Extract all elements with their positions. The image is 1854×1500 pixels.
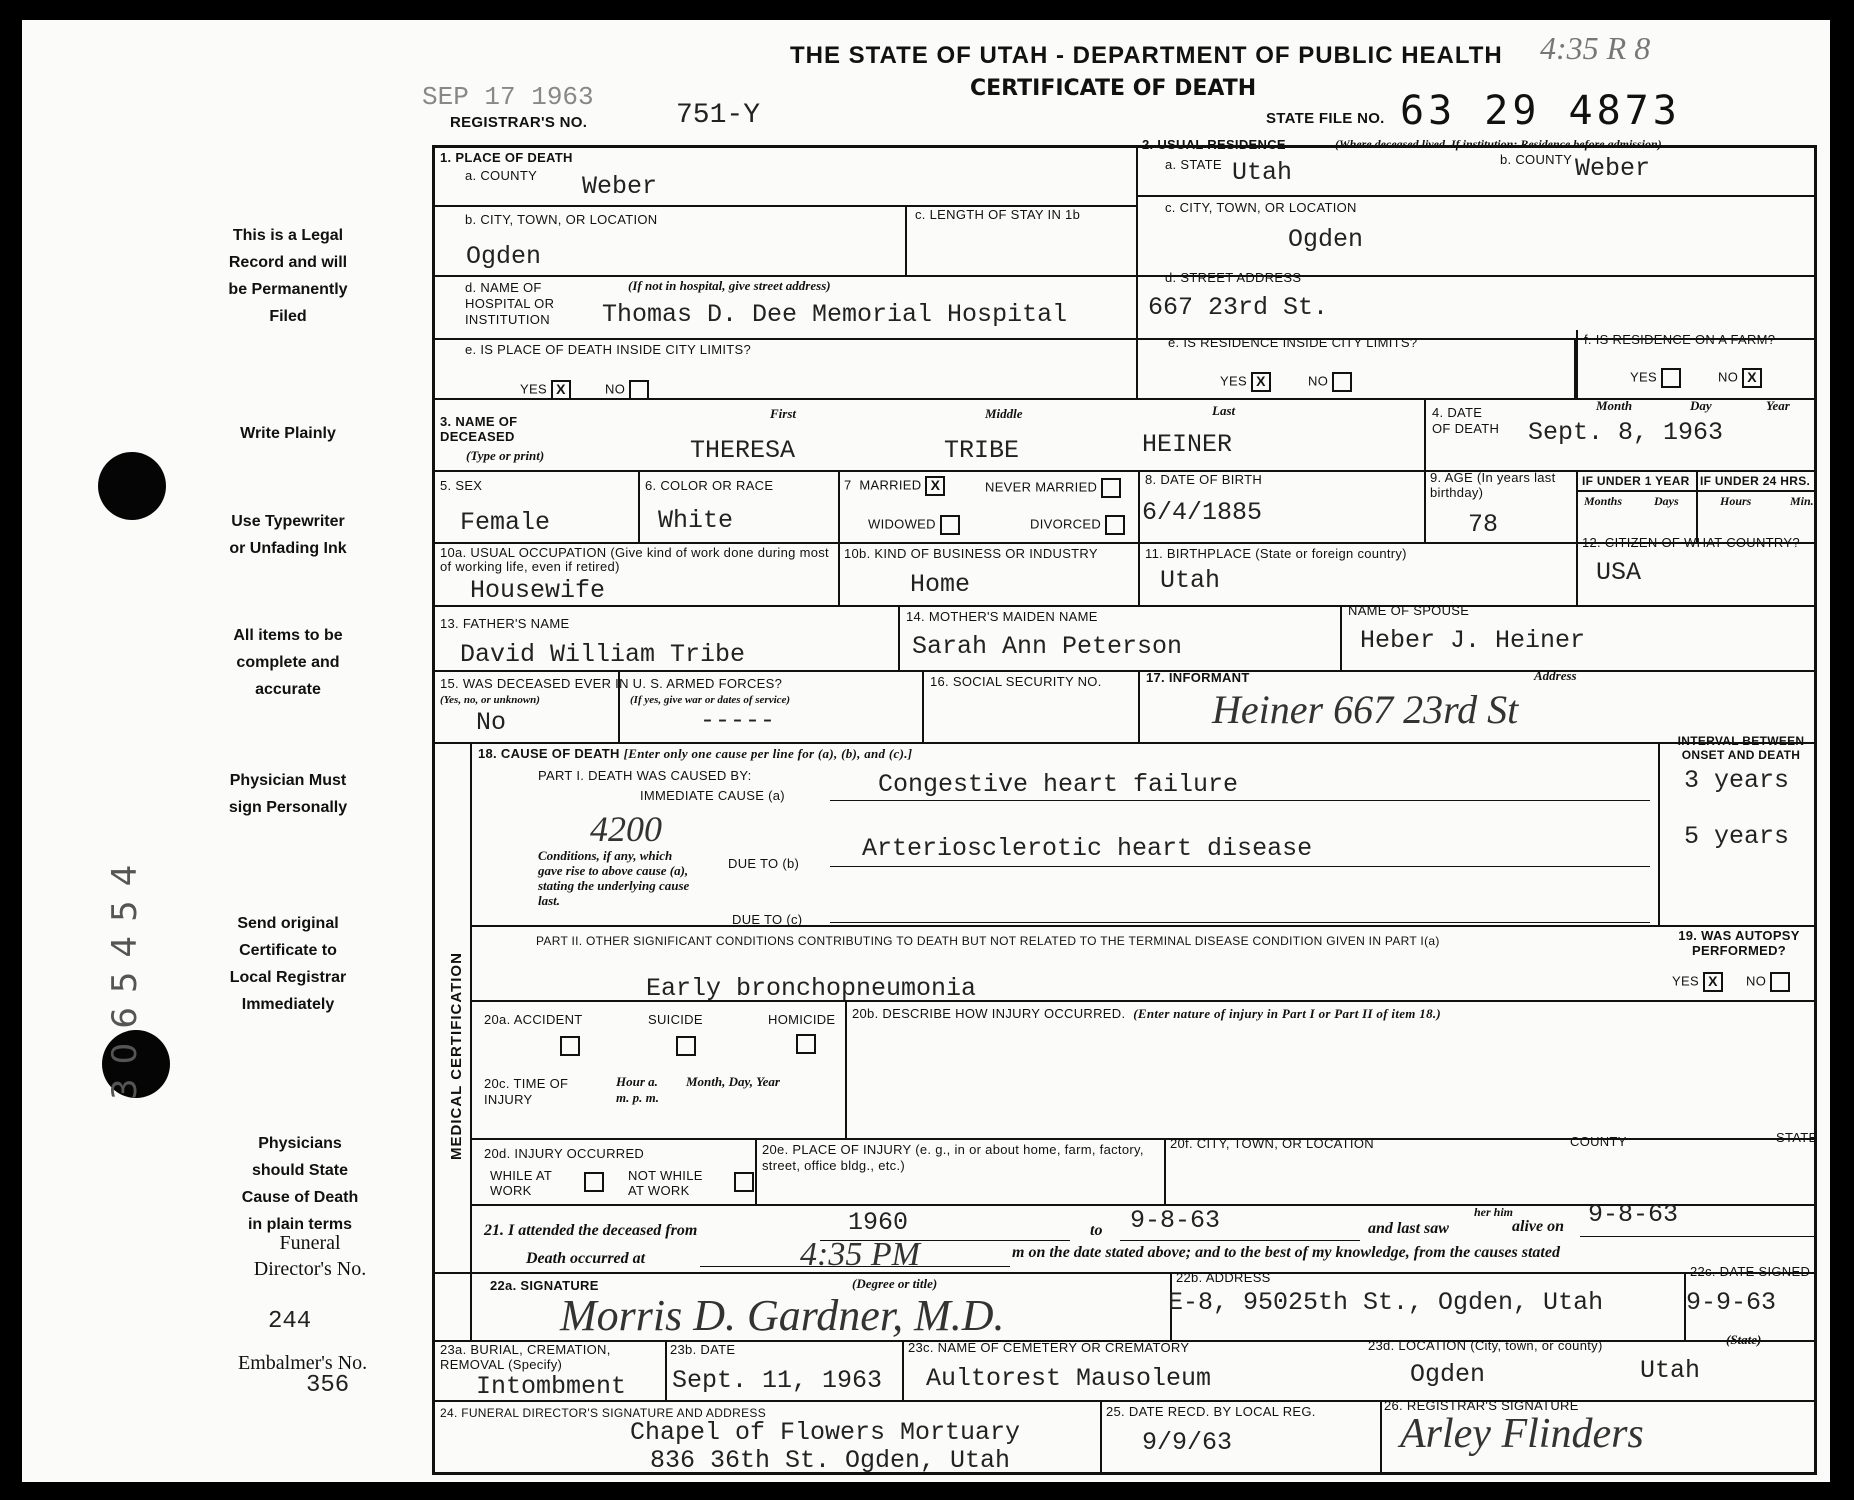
funeral-home-value: Chapel of Flowers Mortuary	[630, 1418, 1021, 1447]
medical-certification-label: MEDICAL CERTIFICATION	[448, 952, 465, 1160]
burial-date-value: Sept. 11, 1963	[672, 1366, 883, 1395]
married-checkbox[interactable]: X	[925, 476, 945, 496]
burial-state-value: Utah	[1640, 1356, 1701, 1385]
death-time-value: 4:35 PM	[800, 1236, 920, 1273]
part-1-label: PART I. DEATH WAS CAUSED BY:	[538, 768, 752, 783]
injury-description-label: 20b. DESCRIBE HOW INJURY OCCURRED.	[852, 1006, 1126, 1021]
sex-label: 5. SEX	[440, 478, 483, 493]
funeral-director-number: 244	[268, 1308, 312, 1335]
not-at-work-checkbox[interactable]	[734, 1172, 754, 1192]
homicide-checkbox[interactable]	[796, 1034, 816, 1054]
mother-label: 14. MOTHER'S MAIDEN NAME	[906, 609, 1098, 624]
widowed-label: WIDOWED	[868, 516, 936, 532]
res-county-label: b. COUNTY	[1500, 152, 1573, 167]
embalmer-number: 356	[306, 1372, 350, 1399]
informant-label: 17. INFORMANT	[1146, 670, 1250, 685]
alive-on-label: alive on	[1512, 1218, 1564, 1235]
res-city-limits-label: e. IS RESIDENCE INSIDE CITY LIMITS?	[1168, 335, 1418, 350]
day-label: Day	[1690, 398, 1712, 413]
not-while-at-work-label: NOT WHILE AT WORK	[628, 1168, 703, 1198]
sex-value: Female	[460, 508, 551, 537]
length-of-stay-label: c. LENGTH OF STAY IN 1b	[915, 207, 1081, 222]
degree-label: (Degree or title)	[852, 1276, 938, 1291]
mother-value: Sarah Ann Peterson	[912, 632, 1183, 661]
name-label: 3. NAME OF DECEASED	[440, 414, 518, 444]
last-seen-value: 9-8-63	[1588, 1200, 1679, 1229]
spouse-label: NAME OF SPOUSE	[1348, 603, 1470, 618]
part-2-label: PART II. OTHER SIGNIFICANT CONDITIONS CONTRIBUTING TO DEATH BUT NOT RELATED TO THE TERMINAL DISEASE CONDITION GIVEN IN PART I(a)	[536, 934, 1440, 948]
complete-note: All items to be complete and accurate	[233, 627, 343, 698]
res-city-label: c. CITY, TOWN, OR LOCATION	[1165, 200, 1357, 215]
widowed-checkbox[interactable]	[940, 515, 960, 535]
industry-value: Home	[910, 570, 971, 599]
embalmer-label: Embalmer's No.	[238, 1352, 368, 1374]
page-title: THE STATE OF UTAH - DEPARTMENT OF PUBLIC HEALTH	[790, 42, 1503, 69]
physician-address-value: E-8, 95025th St., Ogden, Utah	[1168, 1288, 1604, 1317]
due-to-c-label: DUE TO (c)	[732, 912, 803, 927]
place-of-death-label: 1. PLACE OF DEATH	[440, 150, 573, 165]
funeral-director-label: Funeral Director's No.	[253, 1232, 367, 1280]
hours-label: Hours	[1720, 494, 1752, 508]
res-limits-no[interactable]: NO	[1308, 372, 1352, 392]
res-limits-yes[interactable]: YES X	[1220, 372, 1271, 392]
date-signed-label: 22c. DATE SIGNED	[1690, 1264, 1811, 1279]
cemetery-label: 23c. NAME OF CEMETERY OR CREMATORY	[908, 1340, 1190, 1355]
street-address-value: 667 23rd St.	[1148, 293, 1329, 322]
death-city-limits-label: e. IS PLACE OF DEATH INSIDE CITY LIMITS?	[465, 342, 752, 357]
disposition-label: 23a. BURIAL, CREMATION, REMOVAL (Specify)	[440, 1342, 611, 1372]
cause-code: 4200	[590, 809, 662, 849]
father-value: David William Tribe	[460, 640, 746, 669]
birthplace-value: Utah	[1160, 566, 1221, 595]
attended-from-label: 21. I attended the deceased from	[484, 1222, 698, 1239]
suicide-label: SUICIDE	[648, 1012, 703, 1027]
married-label: MARRIED	[859, 477, 922, 493]
injury-city-label: 20f. CITY, TOWN, OR LOCATION	[1170, 1136, 1374, 1151]
injury-occurred-label: 20d. INJURY OCCURRED	[484, 1146, 645, 1161]
divorced-checkbox[interactable]	[1105, 515, 1125, 535]
death-limits-yes[interactable]: YES X	[520, 380, 571, 400]
item-7-label: 7	[844, 477, 852, 493]
last-name-value: HEINER	[1142, 430, 1233, 459]
date-stamp: SEP 17 1963	[422, 82, 594, 112]
middle-label: Middle	[985, 406, 1023, 421]
vertical-number: 3065454	[105, 850, 145, 1100]
age-value: 78	[1468, 510, 1499, 539]
hospital-value: Thomas D. Dee Memorial Hospital	[602, 300, 1068, 329]
date-signed-value: 9-9-63	[1686, 1288, 1777, 1317]
birth-date-value: 6/4/1885	[1142, 498, 1263, 527]
age-label: 9. AGE (In years last birthday)	[1430, 470, 1556, 500]
occupation-value: Housewife	[470, 576, 606, 605]
death-city-value: Ogden	[466, 242, 542, 271]
spouse-value: Heber J. Heiner	[1360, 626, 1586, 655]
burial-date-label: 23b. DATE	[670, 1342, 736, 1357]
on-date-stated-text: m on the date stated above; and to the best of my knowledge, from the causes stated	[1012, 1244, 1560, 1261]
her-him-label: her him	[1474, 1205, 1514, 1219]
state-file-label: STATE FILE NO.	[1266, 110, 1385, 127]
death-city-label: b. CITY, TOWN, OR LOCATION	[465, 212, 658, 227]
farm-label: f. IS RESIDENCE ON A FARM?	[1584, 332, 1776, 347]
accident-label: 20a. ACCIDENT	[484, 1012, 583, 1027]
autopsy-yes[interactable]: YES X	[1672, 972, 1723, 992]
attended-to-label: to	[1090, 1222, 1103, 1239]
frame-right	[1814, 145, 1817, 1475]
injury-state-label: STATE	[1776, 1130, 1818, 1145]
interval-b-value: 5 years	[1684, 822, 1790, 851]
minutes-label: Min.	[1790, 494, 1814, 508]
father-label: 13. FATHER'S NAME	[440, 616, 570, 631]
month-label: Month	[1596, 398, 1633, 413]
part-2-value: Early bronchopneumonia	[646, 974, 977, 1003]
disposition-value: Intombment	[476, 1372, 627, 1401]
funeral-address-value: 836 36th St. Ogden, Utah	[650, 1446, 1011, 1475]
last-saw-label: and last saw	[1368, 1220, 1449, 1237]
attended-from-value: 1960	[848, 1208, 909, 1237]
usual-residence-note: (Where deceased lived. If institution: Residence before admission)	[1335, 137, 1662, 151]
death-county-value: Weber	[582, 172, 658, 201]
punch-hole	[98, 452, 166, 520]
hospital-label: d. NAME OF HOSPITAL OR INSTITUTION	[465, 280, 555, 327]
citizen-label: 12. CITIZEN OF WHAT COUNTRY?	[1582, 535, 1800, 550]
month-day-year-label: Month, Day, Year	[686, 1074, 780, 1089]
interval-a-value: 3 years	[1684, 766, 1790, 795]
cause-b-value: Arteriosclerotic heart disease	[862, 834, 1313, 863]
write-plainly-note: Write Plainly	[240, 425, 336, 442]
state-file-number: 63 29 4873	[1400, 88, 1681, 134]
suicide-checkbox[interactable]	[676, 1036, 696, 1056]
autopsy-label: 19. WAS AUTOPSY PERFORMED?	[1678, 928, 1800, 958]
death-county-label: a. COUNTY	[465, 168, 538, 183]
informant-address-label: Address	[1534, 668, 1577, 683]
street-address-label: d. STREET ADDRESS	[1165, 270, 1302, 285]
while-at-work-label: WHILE AT WORK	[490, 1168, 552, 1198]
death-occurred-label: Death occurred at	[526, 1250, 646, 1267]
legal-record-note: This is a Legal Record and will be Permanently Filed	[228, 227, 348, 325]
year-label: Year	[1766, 398, 1790, 413]
cause-plain-note: Physicians should State Cause of Death in plain terms	[241, 1135, 359, 1233]
hospital-note: (If not in hospital, give street address)	[628, 278, 831, 293]
conditions-note: Conditions, if any, which gave rise to above cause (a), stating the underlying cause last.	[538, 848, 690, 908]
accident-checkbox[interactable]	[560, 1036, 580, 1056]
never-married-label: NEVER MARRIED	[985, 479, 1098, 495]
farm-no[interactable]: NO X	[1718, 368, 1762, 388]
burial-city-value: Ogden	[1410, 1360, 1486, 1389]
social-security-label: 16. SOCIAL SECURITY NO.	[930, 674, 1102, 689]
injury-description-note: (Enter nature of injury in Part I or Part II of item 18.)	[1133, 1006, 1442, 1021]
informant-signature: Heiner 667 23rd St	[1212, 687, 1519, 732]
time-of-injury-label: 20c. TIME OF INJURY	[484, 1076, 569, 1107]
birthplace-label: 11. BIRTHPLACE (State or foreign country)	[1145, 546, 1407, 561]
first-label: First	[770, 406, 797, 421]
frame-left	[432, 145, 435, 1475]
autopsy-no[interactable]: NO	[1746, 972, 1790, 992]
registrar-number: 751-Y	[676, 100, 761, 131]
race-label: 6. COLOR OR RACE	[645, 478, 774, 493]
physician-signature: Morris D. Gardner, M.D.	[560, 1291, 1005, 1340]
name-note: (Type or print)	[466, 448, 545, 463]
homicide-label: HOMICIDE	[768, 1012, 836, 1027]
res-county-value: Weber	[1575, 154, 1651, 183]
armed-forces-note: (Yes, no, or unknown)	[440, 694, 540, 706]
funeral-director-sig-label: 24. FUNERAL DIRECTOR'S SIGNATURE AND ADDRESS	[440, 1406, 767, 1420]
burial-state-label: (State)	[1726, 1332, 1762, 1347]
corner-note: 4:35 R 8	[1540, 30, 1651, 66]
never-married-checkbox[interactable]	[1101, 478, 1121, 498]
registrar-signature-label: 26. REGISTRAR'S SIGNATURE	[1384, 1398, 1579, 1413]
race-value: White	[658, 506, 734, 535]
date-of-death-label: 4. DATE OF DEATH	[1432, 405, 1500, 436]
registrar-label: REGISTRAR'S NO.	[450, 114, 588, 131]
cause-of-death-label: 18. CAUSE OF DEATH	[478, 746, 620, 761]
birth-date-label: 8. DATE OF BIRTH	[1145, 472, 1263, 487]
res-city-value: Ogden	[1288, 225, 1364, 254]
armed-forces-label: 15. WAS DECEASED EVER IN U. S. ARMED FORCES?	[440, 676, 783, 691]
res-state-label: a. STATE	[1165, 157, 1222, 172]
cause-note: [Enter only one cause per line for (a), (b), and (c).]	[623, 746, 913, 761]
typewriter-note: Use Typewriter or Unfading Ink	[229, 513, 347, 557]
signature-label: 22a. SIGNATURE	[490, 1278, 599, 1293]
first-name-value: THERESA	[690, 436, 796, 465]
cemetery-value: Aultorest Mausoleum	[926, 1364, 1212, 1393]
res-state-value: Utah	[1232, 158, 1293, 187]
frame-bottom	[432, 1472, 1817, 1475]
immediate-cause-label: IMMEDIATE CAUSE (a)	[640, 788, 785, 803]
address-label: 22b. ADDRESS	[1176, 1270, 1271, 1285]
armed-service-note: (If yes, give war or dates of service)	[630, 694, 791, 706]
physician-sign-note: Physician Must sign Personally	[228, 772, 348, 816]
registrar-signature: Arley Flinders	[1400, 1411, 1644, 1457]
interval-label: INTERVAL BETWEEN ONSET AND DEATH	[1677, 734, 1805, 762]
industry-label: 10b. KIND OF BUSINESS OR INDUSTRY	[844, 546, 1098, 561]
attended-to-value: 9-8-63	[1130, 1206, 1221, 1235]
while-at-work-checkbox[interactable]	[584, 1172, 604, 1192]
place-of-injury-label: 20e. PLACE OF INJURY (e. g., in or about home, farm, factory, street, office bldg., etc.)	[762, 1142, 1144, 1173]
date-of-death-value: Sept. 8, 1963	[1528, 418, 1724, 447]
under-24-hrs-label: IF UNDER 24 HRS.	[1700, 474, 1811, 488]
usual-residence-label: 2. USUAL RESIDENCE	[1142, 137, 1286, 152]
injury-county-label: COUNTY	[1570, 1134, 1627, 1149]
months-label: Months	[1584, 494, 1623, 508]
occupation-label: 10a. USUAL OCCUPATION (Give kind of work done during most of working life, even if retired)	[440, 545, 829, 574]
citizen-value: USA	[1596, 558, 1642, 587]
middle-name-value: TRIBE	[944, 436, 1020, 465]
armed-forces-value: No	[476, 708, 507, 737]
last-label: Last	[1212, 403, 1236, 418]
death-limits-no[interactable]: NO	[605, 380, 649, 400]
under-1-year-label: IF UNDER 1 YEAR	[1582, 474, 1690, 488]
date-received-label: 25. DATE RECD. BY LOCAL REG.	[1106, 1404, 1316, 1419]
days-label: Days	[1654, 494, 1679, 508]
burial-location-label: 23d. LOCATION (City, town, or county)	[1368, 1338, 1603, 1353]
certificate-subtitle: CERTIFICATE OF DEATH	[970, 76, 1257, 101]
due-to-b-label: DUE TO (b)	[728, 856, 800, 871]
hour-label: Hour a. m. p. m.	[616, 1074, 659, 1105]
date-received-value: 9/9/63	[1142, 1428, 1233, 1457]
cause-a-value: Congestive heart failure	[878, 770, 1239, 799]
divorced-label: DIVORCED	[1030, 516, 1102, 532]
farm-yes[interactable]: YES	[1630, 368, 1681, 388]
send-original-note: Send original Certificate to Local Registrar Immediately	[229, 915, 347, 1013]
armed-service-value: -----	[700, 706, 776, 735]
